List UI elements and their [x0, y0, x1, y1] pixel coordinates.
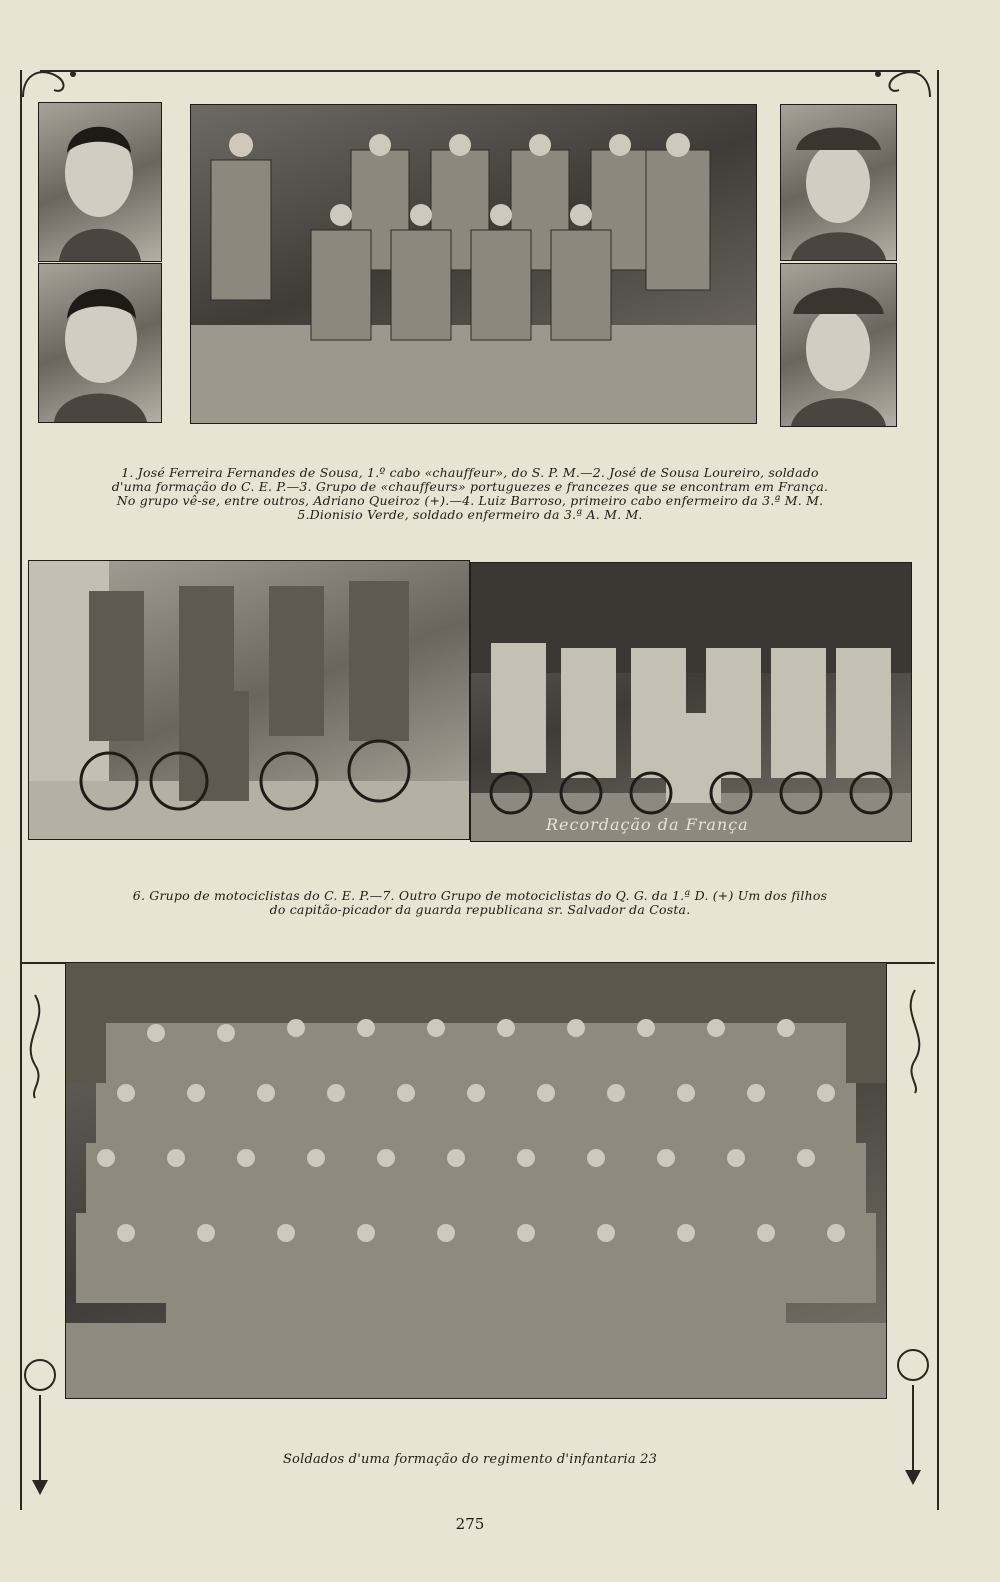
portrait-photo-2 [38, 263, 162, 423]
side-ornament-right [895, 985, 935, 1095]
photo-inscription: Recordação da França [546, 815, 749, 834]
bottom-ornament-left [20, 1350, 60, 1500]
portrait-photo-4 [780, 104, 897, 261]
portrait-photo-1 [38, 102, 162, 262]
caption-top-line-3: No grupo vê-se, entre outros, Adriano Queiroz (+).—4. Luiz Barroso, primeiro cabo enfermeiro da 3.ª M. M. [116, 493, 824, 508]
side-ornament-left [15, 990, 55, 1100]
group-photo-infantry-regiment [65, 962, 887, 1399]
page-number: 275 [455, 1515, 485, 1533]
bottom-ornament-right [893, 1340, 933, 1490]
caption-top [40, 466, 900, 522]
corner-ornament-top-left [18, 62, 88, 102]
caption-middle-line-2: do capitão-picador da guarda republicana sr. Salvador da Costa. [269, 902, 691, 917]
caption-middle [60, 889, 900, 917]
group-photo-chauffeurs [190, 104, 757, 424]
corner-ornament-top-right [860, 62, 935, 102]
caption-top-line-1: 1. José Ferreira Fernandes de Sousa, 1.º cabo «chauffeur», do S. P. M.—2. José de Sousa Loureiro, soldado [121, 465, 819, 480]
caption-top-line-2: d'uma formação do C. E. P.—3. Grupo de «chauffeurs» portuguezes e francezes que se encontram em França. [111, 479, 829, 494]
caption-bottom: Soldados d'uma formação do regimento d'infantaria 23 [282, 1452, 658, 1467]
photo-motorcyclists-qg [470, 562, 912, 842]
caption-top-line-4: 5.Dionisio Verde, soldado enfermeiro da 3.ª A. M. M. [297, 507, 643, 522]
top-rule [40, 70, 920, 72]
portrait-photo-5 [780, 263, 897, 427]
photo-motorcyclists-cep [28, 560, 470, 840]
caption-middle-line-1: 6. Grupo de motociclistas do C. E. P.—7. Outro Grupo de motociclistas do Q. G. da 1.ª D. (+) Um dos filhos [132, 888, 828, 903]
